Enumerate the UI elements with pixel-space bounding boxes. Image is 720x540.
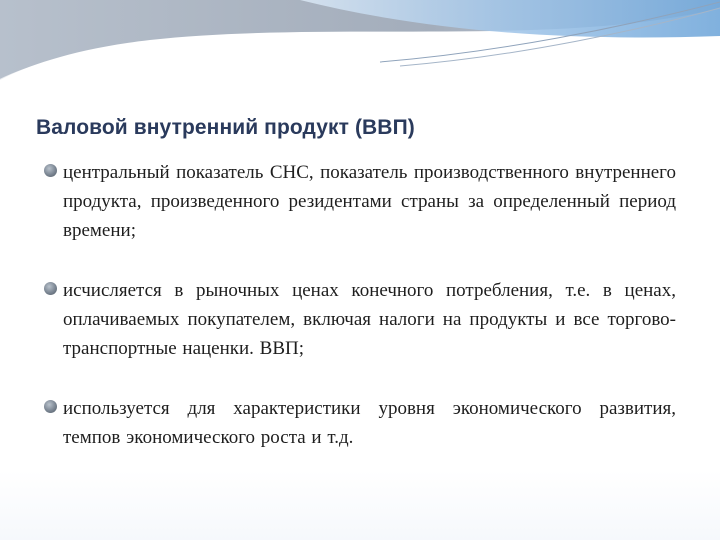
- bullet-item: [44, 158, 676, 245]
- bullet-text: исчисляется в рыночных ценах конечного потребления, т.е. в ценах, оплачиваемых покупателем, включая налоги на продукты и все торгово-транспортные наценки. ВВП;: [63, 280, 676, 359]
- bullet-text: используется для характеристики уровня экономического развития, темпов экономического роста и т.д.: [63, 398, 676, 448]
- bullet-list: [44, 158, 676, 483]
- bullet-item: [44, 276, 676, 363]
- bullet-dot-icon: [44, 282, 57, 295]
- bullet-text: центральный показатель СНС, показатель производственного внутреннего продукта, произведенного резидентами страны за определенный период времени;: [63, 162, 676, 241]
- slide-title: Валовой внутренний продукт (ВВП): [36, 116, 415, 139]
- header-wave-decoration: [0, 0, 720, 90]
- bullet-dot-icon: [44, 164, 57, 177]
- bullet-item: [44, 394, 676, 452]
- bullet-dot-icon: [44, 400, 57, 413]
